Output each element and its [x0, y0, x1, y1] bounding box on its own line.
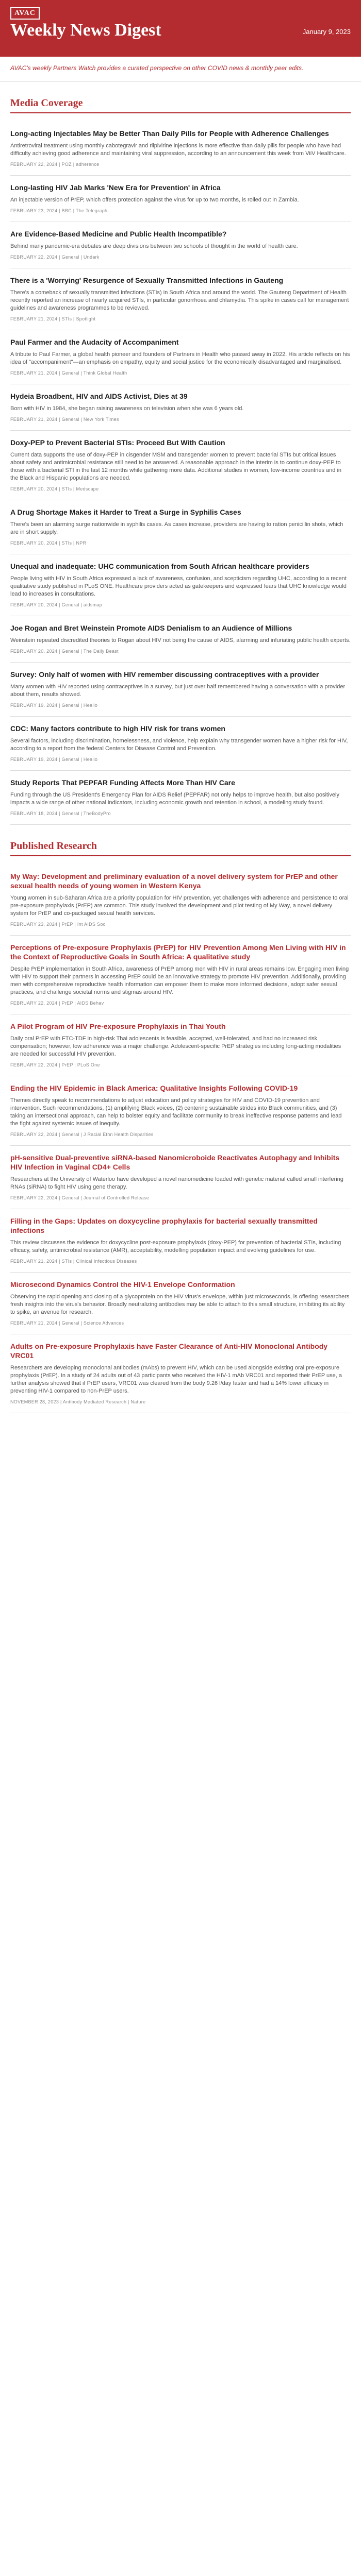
article-item: [10, 122, 351, 176]
article-meta: FEBRUARY 21, 2024 | General | Science Advances: [10, 1320, 124, 1326]
article-title-link[interactable]: Long-acting Injectables May be Better Than Daily Pills for People with Adherence Challenges: [10, 129, 329, 138]
article-item: [10, 1273, 351, 1334]
article-title-link[interactable]: Joe Rogan and Bret Weinstein Promote AIDS Denialism to an Audience of Millions: [10, 624, 292, 632]
article-title-link[interactable]: Hydeia Broadbent, HIV and AIDS Activist, Dies at 39: [10, 392, 188, 400]
article-summary: Daily oral PrEP with FTC-TDF in high-risk Thai adolescents is feasible, accepted, well-tolerated, and had no increased risk compensation; however, low adherence was a major challenge. Adolescent-specific PrEP strategies including long-acting modalities are needed for successful HIV prevention.: [10, 1036, 341, 1057]
article-item: [10, 384, 351, 431]
article-item: [10, 1014, 351, 1076]
article-title-link[interactable]: Microsecond Dynamics Control the HIV-1 Envelope Conformation: [10, 1280, 235, 1289]
media-article-list: [0, 122, 361, 825]
article-summary: This review discusses the evidence for doxycycline post-exposure prophylaxis (doxy-PEP) for prevention of bacterial STIs, including efficacy, safety, antimicrobial resistance (AMR), acceptability, modelling population impact and evolving guidelines for use.: [10, 1240, 341, 1253]
intro-text: AVAC's weekly Partners Watch provides a curated perspective on other COVID news & monthly peer edits.: [0, 57, 361, 82]
avac-logo[interactable]: AVAC: [10, 7, 40, 20]
article-summary: There's a comeback of sexually transmitted infections (STIs) in South Africa and around the world. The Gauteng Department of Health recently reported an increase of nearly acquired STIs, in particular gonorrhoea and chlamydia. This spike in cases call for management guidelines and awareness programmes to be reviewed.: [10, 290, 349, 311]
article-item: [10, 1076, 351, 1146]
article-meta: FEBRUARY 20, 2024 | General | The Daily Beast: [10, 649, 119, 654]
article-meta: FEBRUARY 22, 2024 | General | Journal of Controlled Release: [10, 1195, 150, 1200]
article-summary: Young women in sub-Saharan Africa are a priority population for HIV prevention, yet challenges with adherence and persistence to oral pre-exposure prophylaxis (PrEP) are common. This study involved the development and pilot testing of My Way, a novel delivery system for PrEP and co-packaged sexual health services.: [10, 895, 349, 917]
article-title-link[interactable]: Paul Farmer and the Audacity of Accompaniment: [10, 338, 179, 346]
article-item: [10, 1209, 351, 1273]
article-title-link[interactable]: Perceptions of Pre-exposure Prophylaxis (PrEP) for HIV Prevention Among Men Living with HIV in the Context of Reproductive Goals in South Africa: A qualitative study: [10, 943, 346, 961]
article-item: [10, 663, 351, 717]
article-summary: Several factors, including discrimination, homelessness, and violence, help explain why transgender women have a higher risk for HIV, according to a report from the federal Centers for Disease Control and Prevention.: [10, 738, 348, 752]
article-meta: FEBRUARY 21, 2024 | STIs | Spotlight: [10, 316, 96, 321]
article-item: [10, 1334, 351, 1413]
article-title-link[interactable]: A Pilot Program of HIV Pre-exposure Prophylaxis in Thai Youth: [10, 1022, 226, 1030]
article-summary: Antiretroviral treatment using monthly cabotegravir and rilpivirine injections is more effective than daily pills for people who have had difficulty achieving good adherence and maintaining viral suppression, according to an announcement this week from ViiV Healthcare.: [10, 143, 346, 157]
article-summary: Researchers are developing monoclonal antibodies (mAbs) to prevent HIV, which can be used alongside existing oral pre-exposure prophylaxis (PrEP). In a study of 24 adults out of 43 participants who received the HIV-1 mAb VRC01 and reported their PrEP use, a further analysis showed that if PrEP users, VRC01 was cleared from the body 9.26 l/day faster and had a 14% lower efficacy in preventing HIV-1 compared to non-PrEP users.: [10, 1365, 342, 1394]
article-summary: Observing the rapid opening and closing of a glycoprotein on the HIV virus's envelope, within just microseconds, is offering researchers fresh insights into the virus's behavior. Broadly neutralizing antibodies may be able to attach to this small structure, inhibiting its ability to spike, an avenue for research.: [10, 1294, 350, 1315]
research-article-list: [0, 865, 361, 1413]
article-item: [10, 176, 351, 222]
article-title-link[interactable]: Survey: Only half of women with HIV remember discussing contraceptives with a provider: [10, 670, 319, 679]
article-title-link[interactable]: CDC: Many factors contribute to high HIV risk for trans women: [10, 724, 225, 733]
article-title-link[interactable]: A Drug Shortage Makes it Harder to Treat a Surge in Syphilis Cases: [10, 508, 241, 516]
article-meta: FEBRUARY 20, 2024 | STIs | NPR: [10, 540, 87, 546]
article-title-link[interactable]: Ending the HIV Epidemic in Black America: Qualitative Insights Following COVID-19: [10, 1084, 298, 1092]
article-item: [10, 771, 351, 825]
article-meta: FEBRUARY 19, 2024 | General | Healio: [10, 703, 98, 708]
article-summary: Current data supports the use of doxy-PEP in cisgender MSM and transgender women to prevent bacterial STIs but critical issues about safety and antimicrobial resistance still need to be answered. A reasonable approach in the interim is to continue doxy-PEP to those with a bacterial STI in the last 12 months while gathering more data. Additional studies in women, low-income countries and in the Black and Hispanic populations are needed.: [10, 452, 342, 481]
media-section-title: Media Coverage: [10, 97, 351, 113]
article-summary: An injectable version of PrEP, which offers protection against the virus for up to two months, is rolled out in Zambia.: [10, 197, 299, 203]
article-title-link[interactable]: Are Evidence-Based Medicine and Public Health Incompatible?: [10, 230, 227, 238]
article-meta: FEBRUARY 19, 2024 | General | Healio: [10, 757, 98, 762]
header-banner: [0, 0, 361, 57]
article-title-link[interactable]: Doxy-PEP to Prevent Bacterial STIs: Proceed But With Caution: [10, 438, 225, 447]
article-summary: There's been an alarming surge nationwide in syphilis cases. As cases increase, providers are having to ration penicillin shots, which are in short supply.: [10, 521, 343, 535]
article-meta: FEBRUARY 22, 2024 | POZ | adherence: [10, 162, 100, 167]
article-summary: Born with HIV in 1984, she began raising awareness on television when she was 6 years old.: [10, 405, 244, 412]
article-summary: People living with HIV in South Africa expressed a lack of awareness, confusion, and scepticism regarding UHC, according to a recent qualitative study published in PLoS ONE. Healthcare providers acted as gatekeepers and expressed fears that UHC knowledge would lead to increases in consultations.: [10, 575, 347, 597]
issue-date: January 9, 2023: [302, 28, 351, 36]
article-meta: FEBRUARY 21, 2024 | General | New York Times: [10, 417, 119, 422]
article-title-link[interactable]: Unequal and inadequate: UHC communication from South African healthcare providers: [10, 562, 309, 570]
article-item: [10, 222, 351, 268]
research-section-title: Published Research: [10, 840, 351, 856]
article-item: [10, 330, 351, 384]
article-summary: Behind many pandemic-era debates are deep divisions between two schools of thought in the world of health care.: [10, 243, 298, 249]
article-title-link[interactable]: Long-lasting HIV Jab Marks 'New Era for Prevention' in Africa: [10, 183, 221, 192]
article-meta: FEBRUARY 21, 2024 | STIs | Clinical Infectious Diseases: [10, 1259, 137, 1264]
article-summary: Weinstein repeated discredited theories to Rogan about HIV not being the cause of AIDS, alarming and infuriating public health experts.: [10, 637, 351, 643]
article-meta: FEBRUARY 18, 2024 | General | TheBodyPro: [10, 811, 111, 816]
article-item: [10, 554, 351, 616]
article-item: [10, 936, 351, 1014]
article-meta: FEBRUARY 22, 2024 | PrEP | AIDS Behav: [10, 1001, 104, 1006]
article-summary: Themes directly speak to recommendations to adjust education and policy strategies for HIV and COVID-19 prevention and intervention. Such recommendations, (1) amplifying Black voices, (2) centering sustainable strides into Black communities, and (3) taking an intersectional approach, can help to bolster equity and facilitate community to break ineffective response patterns and lead the fight against systemic issues of inequity.: [10, 1097, 342, 1127]
article-title-link[interactable]: pH-sensitive Dual-preventive siRNA-based Nanomicroboide Reactivates Autophagy and Inhibits HIV Infection in Vaginal CD4+ Cells: [10, 1154, 340, 1171]
article-item: [10, 1146, 351, 1209]
article-item: [10, 865, 351, 936]
article-meta: FEBRUARY 20, 2024 | General | aidsmap: [10, 602, 103, 607]
article-meta: FEBRUARY 22, 2024 | PrEP | PLoS One: [10, 1062, 100, 1067]
article-item: [10, 717, 351, 771]
article-meta: FEBRUARY 22, 2024 | General | J Racial Ethn Health Disparities: [10, 1132, 154, 1137]
article-meta: FEBRUARY 21, 2024 | General | Think Global Health: [10, 370, 127, 376]
article-item: [10, 268, 351, 330]
article-meta: FEBRUARY 22, 2024 | General | Undark: [10, 255, 100, 260]
article-title-link[interactable]: There is a 'Worrying' Resurgence of Sexually Transmitted Infections in Gauteng: [10, 276, 284, 284]
article-summary: A tribute to Paul Farmer, a global health pioneer and founders of Partners in Health who passed away in 2022. His article reflects on his idea of "accompaniment"—an emphasis on empathy, equity and social justice for the economically disadvantaged and marginalised.: [10, 351, 350, 365]
article-meta: FEBRUARY 23, 2024 | PrEP | Int AIDS Soc: [10, 922, 106, 927]
article-item: [10, 431, 351, 500]
article-title-link[interactable]: Adults on Pre-exposure Prophylaxis have Faster Clearance of Anti-HIV Monoclonal Antibody VRC01: [10, 1342, 328, 1360]
article-item: [10, 500, 351, 554]
article-title-link[interactable]: Filling in the Gaps: Updates on doxycycline prophylaxis for bacterial sexually transmitted infections: [10, 1217, 318, 1234]
article-meta: FEBRUARY 23, 2024 | BBC | The Telegraph: [10, 208, 108, 213]
article-meta: FEBRUARY 20, 2024 | STIs | Medscape: [10, 486, 99, 492]
article-item: [10, 616, 351, 663]
article-summary: Researchers at the University of Waterloo have developed a novel nanomedicine loaded with genetic material called small interfering RNAs (siRNA) to fight HIV using gene therapy.: [10, 1176, 343, 1190]
article-title-link[interactable]: My Way: Development and preliminary evaluation of a novel delivery system for PrEP and other sexual health needs of young women in Western Kenya: [10, 872, 338, 890]
article-summary: Funding through the US President's Emergency Plan for AIDS Relief (PEPFAR) not only helps to improve health, but also positively impacts a wide range of other national indicators, including economic growth and retention in school, a modeling study found.: [10, 792, 339, 806]
digest-title: Weekly News Digest: [10, 21, 161, 40]
article-summary: Many women with HIV reported using contraceptives in a survey, but just over half remembered having a conversation with a provider about them, results showed.: [10, 684, 346, 698]
article-title-link[interactable]: Study Reports That PEPFAR Funding Affects More Than HIV Care: [10, 778, 235, 787]
article-meta: NOVEMBER 28, 2023 | Antibody Mediated Research | Nature: [10, 1399, 146, 1404]
article-summary: Despite PrEP implementation in South Africa, awareness of PrEP among men with HIV in rural areas remains low. Engaging men living with HIV to support their partners in accessing PrEP could be an innovative strategy to promote HIV prevention. Additionally, providing men with comprehensive reproductive health information can empower them to make more informed decisions, adopt safer sexual practices, and challenge societal norms and stigmas around HIV.: [10, 966, 349, 995]
